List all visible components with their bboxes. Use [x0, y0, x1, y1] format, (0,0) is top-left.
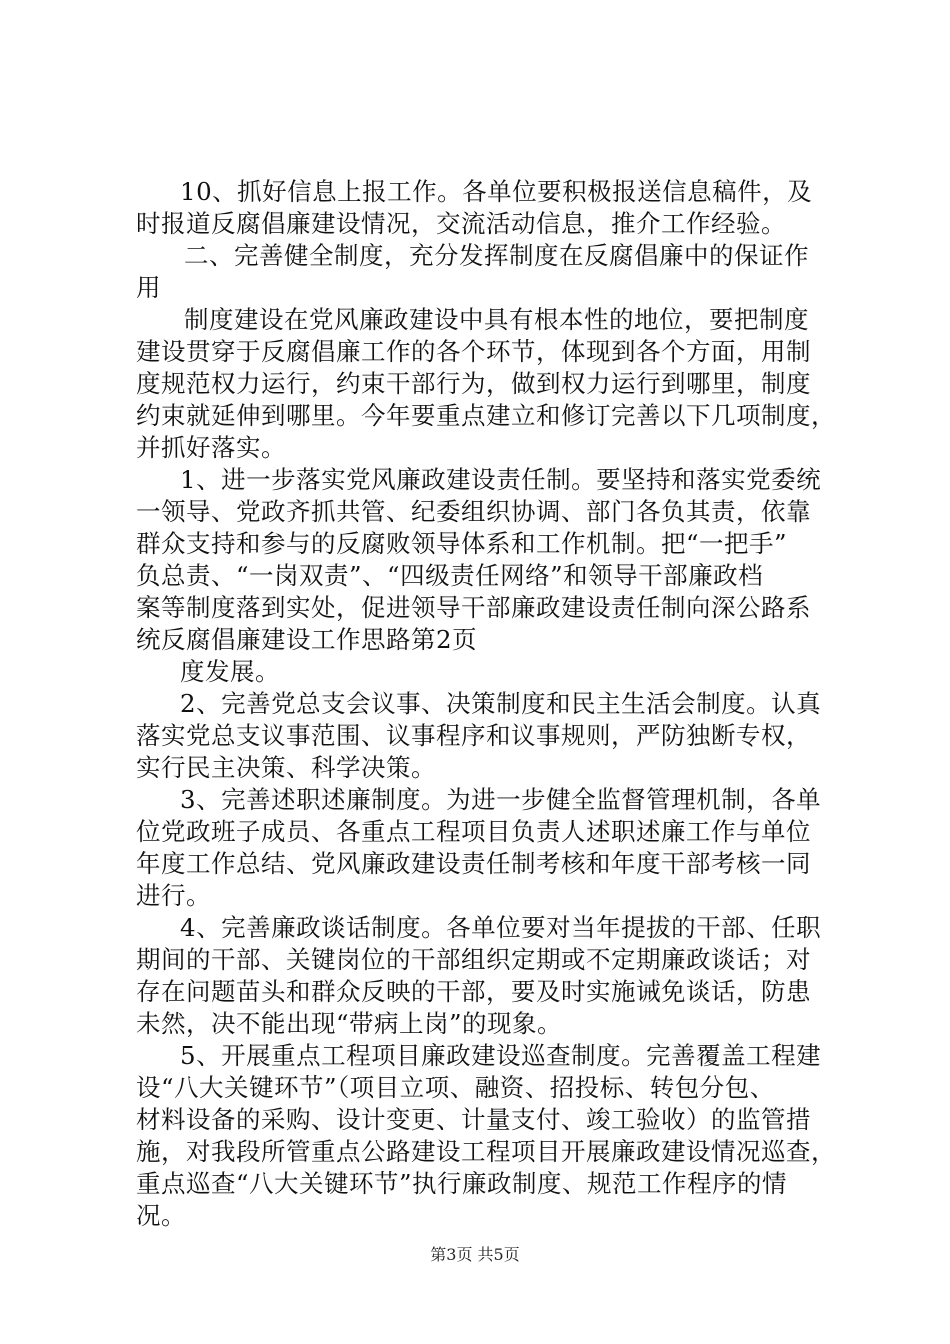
text-line: 负总责、“一岗双责”、“四级责任网络”和领导干部廉政档: [136, 561, 764, 590]
text-line: 度发展。: [180, 657, 280, 686]
text-line: 落实党总支议事范围、议事程序和议事规则，严防独断专权，: [136, 721, 811, 750]
text-line: 度规范权力运行，约束干部行为，做到权力运行到哪里，制度: [136, 369, 811, 398]
text-line: 进行。: [136, 881, 211, 910]
text-line: 二、完善健全制度，充分发挥制度在反腐倡廉中的保证作: [184, 241, 809, 270]
text-line: 一领导、党政齐抓共管、纪委组织协调、部门各负其责，依靠: [136, 497, 811, 526]
text-line: 期间的干部、关键岗位的干部组织定期或不定期廉政谈话；对: [136, 945, 811, 974]
text-line: 重点巡查“八大关键环节”执行廉政制度、规范工作程序的情: [136, 1169, 788, 1198]
text-line: 施，对我段所管重点公路建设工程项目开展廉政建设情况巡查，: [136, 1137, 836, 1166]
text-line: 建设贯穿于反腐倡廉工作的各个环节，体现到各个方面，用制: [136, 337, 811, 366]
text-line: 5、开展重点工程项目廉政建设巡查制度。完善覆盖工程建: [180, 1041, 822, 1070]
text-line: 2、完善党总支会议事、决策制度和民主生活会制度。认真: [180, 689, 822, 718]
document-body: [136, 176, 836, 1232]
text-line: 存在问题苗头和群众反映的干部，要及时实施诫免谈话，防患: [136, 977, 811, 1006]
text-line: 4、完善廉政谈话制度。各单位要对当年提拔的干部、任职: [180, 913, 822, 942]
text-line: 况。: [136, 1201, 186, 1230]
text-line: 实行民主决策、科学决策。: [136, 753, 436, 782]
text-line: 案等制度落到实处，促进领导干部廉政建设责任制向深公路系: [136, 593, 811, 622]
text-line: 10、抓好信息上报工作。各单位要积极报送信息稿件，及: [180, 177, 813, 206]
page-number-text: 第3页 共5页: [430, 1245, 520, 1264]
text-line: 材料设备的采购、设计变更、计量支付、竣工验收）的监管措: [136, 1105, 811, 1134]
text-line: 制度建设在党风廉政建设中具有根本性的地位，要把制度: [184, 305, 809, 334]
text-line: 用: [136, 273, 161, 302]
text-line: 年度工作总结、党风廉政建设责任制考核和年度干部考核一同: [136, 849, 811, 878]
text-line: 未然，决不能出现“带病上岗”的现象。: [136, 1009, 563, 1038]
text-line: 位党政班子成员、各重点工程项目负责人述职述廉工作与单位: [136, 817, 811, 846]
text-line: 设“八大关键环节”（项目立项、融资、招投标、转包分包、: [136, 1073, 775, 1102]
text-line: 统反腐倡廉建设工作思路第2页: [136, 625, 478, 654]
text-line: 约束就延伸到哪里。今年要重点建立和修订完善以下几项制度，: [136, 401, 836, 430]
text-line: 3、完善述职述廉制度。为进一步健全监督管理机制，各单: [180, 785, 822, 814]
text-line: 时报道反腐倡廉建设情况，交流活动信息，推介工作经验。: [136, 209, 786, 238]
page-footer: [0, 1245, 950, 1265]
text-line: 1、进一步落实党风廉政建设责任制。要坚持和落实党委统: [180, 465, 822, 494]
text-line: 群众支持和参与的反腐败领导体系和工作机制。把“一把手”: [136, 529, 788, 558]
text-line: 并抓好落实。: [136, 433, 286, 462]
